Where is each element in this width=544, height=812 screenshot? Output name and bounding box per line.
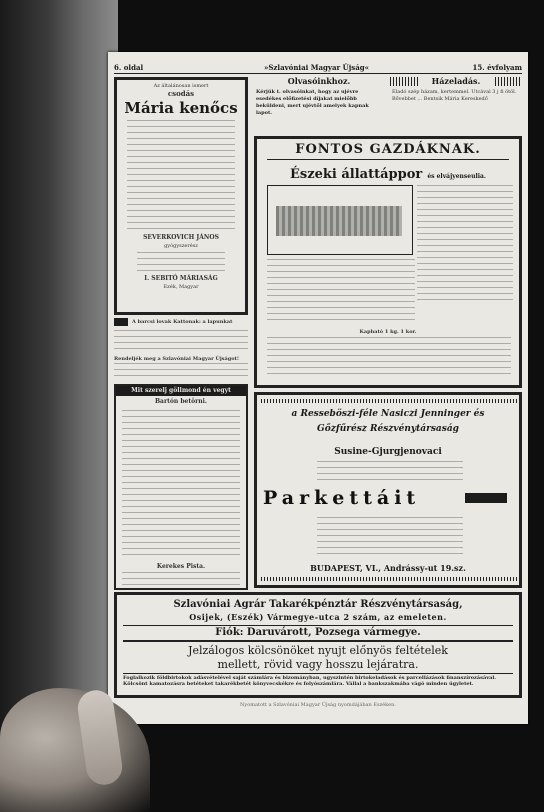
bank-rule-1 (123, 625, 513, 626)
parquet-ad-top-border (261, 399, 517, 403)
ad-body-text (127, 120, 235, 230)
parquet-address: BUDAPEST, VI., Andrássy-ut 19.sz. (310, 563, 466, 573)
farmers-ad-footer: Kapható 1 kg. 1 kor. (359, 329, 417, 335)
ad-foot: I. SEBITÓ MÁRIASÁG (144, 275, 218, 282)
readers-body: Kérjük t. olvasóinkat, hogy az ujévre esedékes előfizetési díjakat mielőbb beküldeni, mert ujévtől amelyek kapnak lapot. (256, 89, 369, 116)
bank-rule-3 (123, 673, 513, 674)
pointing-hand-icon (114, 318, 128, 326)
bank-branch: Fiók: Daruvárott, Pozsega vármegye. (215, 627, 421, 638)
ad-signature-sub: gyógyszerész (164, 243, 198, 249)
farmers-ad-subtitle-row (257, 163, 519, 182)
left-box-2-subtitle: Bartón betörni. (154, 398, 208, 405)
notice-1-body (114, 330, 248, 354)
parquet-line-2: Gőzfűrész Részvénytársaság (317, 424, 459, 434)
parquet-line-1: a Resseböszi-féle Nasiczi Jenninger és (291, 409, 485, 419)
ad-signature: SEVERKOVICH JÁNOS (143, 234, 219, 241)
readers-title: Olvasóinkhoz. (287, 76, 351, 86)
page-number: 6. oldal (114, 63, 144, 72)
book-binding (0, 0, 118, 740)
notice-block-1 (114, 318, 248, 328)
parquet-ad (254, 392, 522, 588)
bank-rule-2 (123, 640, 513, 642)
farmers-ad-side-text (417, 185, 513, 303)
issue-label: 15. évfolyam (472, 63, 522, 72)
bank-address: Osijek, (Eszék) Vármegye-utca 2 szám, az emeleten. (189, 612, 447, 622)
left-box-2-sign: Kerekes Pista. (156, 563, 206, 570)
farmers-ad-footer-text (267, 337, 511, 377)
farmers-ad (254, 136, 522, 388)
notice-2-text: Rendeljék meg a Szlavóniai Magyar Újságot! (114, 356, 240, 362)
left-box-2-title: Mit szerelj göllmond én vegyt (116, 386, 246, 396)
farmers-ad-subtitle: Észeki állattáppor (290, 167, 423, 182)
paper-title: »Szlavóniai Magyar Újság« (264, 63, 370, 72)
house-sale-body: Eladó szép házam, kertemmel. Utcával 3 j fi ötöl. Bővebbet ... Bentsik Mária Kereskedő (392, 89, 517, 102)
page-footer-line: Nyomatott a Szlavóniai Magyar Újság nyomdájában Eszéken. (240, 702, 396, 708)
cattle-horses-image (276, 206, 402, 236)
left-box-2 (114, 384, 248, 590)
ad-extra-text (137, 252, 225, 272)
bank-title: Szlavóniai Agrár Takarékpénztár Részvénytársaság, (173, 599, 463, 610)
ad-intro: Az általánosan ismert (153, 83, 209, 89)
left-box-2-body (122, 410, 240, 560)
bank-body: Foglalkozik földbirtokok adásvételével saját számlára és bizományban, ugyszintén birtokeladások és parcellázások finanszírozásával. Kölcsönt kamatozásra betéteket takarékbetét könyvecskékre és folyószámlára. Vállal a bankszakmába vágó minden ügyletet. (123, 675, 496, 687)
bank-ad (114, 592, 522, 698)
parquet-text-2 (317, 517, 463, 555)
ad-foot-sub: Ezék, Magyar (163, 284, 199, 290)
animals-illustration (267, 185, 413, 255)
newspaper-page (108, 52, 528, 724)
parquet-text-1 (317, 461, 463, 481)
notice-2-body (114, 363, 248, 377)
page-header (114, 63, 522, 74)
parquet-line-3: Susine-Gjurgjenovaci (334, 447, 442, 457)
farmers-ad-subtitle-small: és elvájyenseulia. (427, 173, 486, 180)
farmers-ad-body (267, 259, 415, 323)
pointing-hand-icon (465, 493, 507, 503)
ad-product: Mária kenőcs (124, 99, 238, 117)
farmers-ad-title: FONTOS GAZDÁKNAK. (295, 142, 481, 157)
house-sale-title: Házeladás. (418, 77, 494, 86)
bank-slogan-2: mellett, rövid vagy hosszu lejáratra. (217, 658, 419, 671)
parquet-big-word: Parkettáit (263, 487, 421, 509)
parquet-ad-bottom-border (261, 577, 517, 581)
notice-1-text: A barcsi lovak Kattonak: a lapunkat (132, 319, 233, 325)
maria-ointment-ad (114, 77, 248, 315)
ad-brand-small: csodás (167, 89, 195, 98)
bank-slogan-1: Jelzálogos kölcsönöket nyujt előnyös feltételek (188, 644, 448, 657)
farmers-ad-rule (267, 159, 509, 160)
left-box-2-foot (122, 572, 240, 586)
